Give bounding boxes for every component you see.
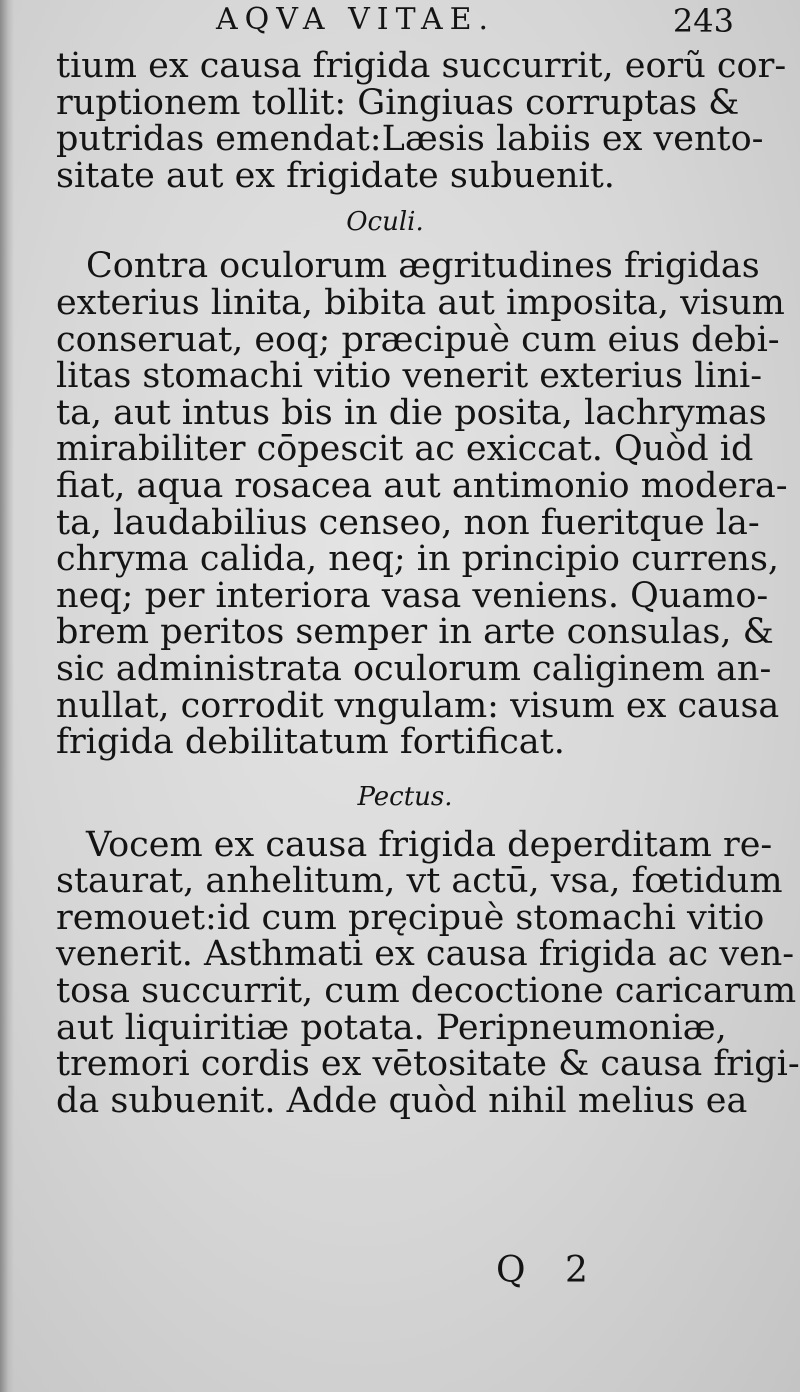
- text-line: exterius linita, bibita aut imposita, visum: [56, 282, 785, 323]
- text-line: tremori cordis ex vētositate & causa frigi-: [56, 1044, 800, 1085]
- paragraph-pectus: [56, 824, 800, 1121]
- text-line: frigida debilitatum fortificat.: [56, 722, 565, 763]
- signature-mark: Q 2: [496, 1250, 602, 1291]
- text-line: ta, laudabilius censeo, non fueritque la-: [56, 502, 760, 543]
- text-line: aut liquiritiæ potata. Peripneumoniæ,: [56, 1007, 727, 1048]
- section-heading-pectus: Pectus.: [357, 781, 453, 812]
- text-line: mirabiliter cōpescit ac exiccat. Quòd id: [56, 429, 754, 470]
- text-line: staurat, anhelitum, vt actū, vsa, fœtidum: [56, 861, 783, 902]
- running-title: AQVA VITAE.: [216, 2, 496, 37]
- text-line: Contra oculorum ægritudines frigidas: [86, 246, 760, 287]
- section-heading-oculi: Oculi.: [346, 207, 424, 238]
- text-line: da subuenit. Adde quòd nihil melius ea: [56, 1080, 748, 1121]
- text-line: litas stomachi vitio venerit exterius lini-: [56, 356, 763, 397]
- text-line: sitate aut ex frigidate subuenit.: [56, 155, 615, 196]
- text-line: neq; per interiora vasa veniens. Quamo-: [56, 575, 769, 616]
- paragraph-oculi: [56, 246, 788, 763]
- text-line: ruptionem tollit: Gingiuas corruptas &: [56, 82, 740, 123]
- text-line: tosa succurrit, cum decoctione caricarum: [56, 971, 797, 1012]
- text-line: putridas emendat:Læsis labiis ex vento-: [56, 119, 764, 160]
- text-line: chryma calida, neq; in principio currens,: [56, 539, 780, 580]
- text-line: venerit. Asthmati ex causa frigida ac ven-: [56, 934, 795, 975]
- text-line: Vocem ex causa frigida deperditam re-: [86, 824, 773, 865]
- text-line: fiat, aqua rosacea aut antimonio modera-: [56, 465, 788, 506]
- text-line: nullat, corrodit vngulam: visum ex causa: [56, 685, 780, 726]
- text-line: ta, aut intus bis in die posita, lachrymas: [56, 392, 767, 433]
- page-header: [56, 0, 734, 48]
- text-line: brem peritos semper in arte consulas, &: [56, 612, 774, 653]
- text-line: tium ex causa frigida succurrit, eorũ cor-: [56, 46, 787, 86]
- text-line: conseruat, eoq; præcipuè cum eius debi-: [56, 319, 780, 360]
- text-line: sic administrata oculorum caliginem an-: [56, 648, 772, 689]
- page-number: 243: [672, 2, 734, 40]
- continuation-paragraph: [56, 46, 787, 196]
- text-line: remouet:id cum pręcipuè stomachi vitio: [56, 897, 765, 938]
